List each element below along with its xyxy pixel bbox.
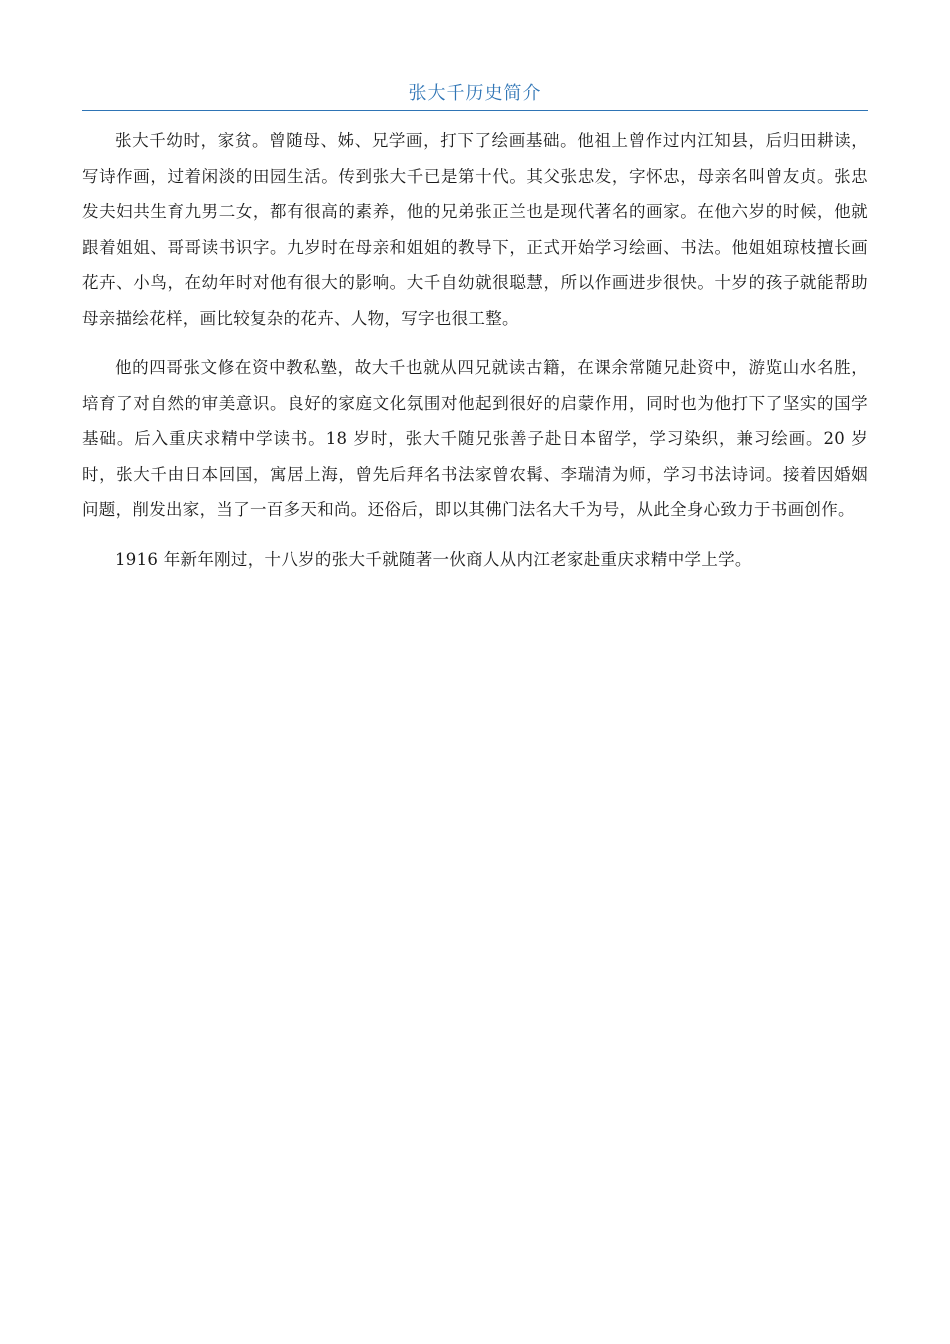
paragraph-1916: 1916 年新年刚过，十八岁的张大千就随著一伙商人从内江老家赴重庆求精中学上学。 (115, 549, 752, 569)
page-header (82, 80, 868, 111)
paragraph-education: 他的四哥张文修在资中教私塾，故大千也就从四兄就读古籍，在课余常随兄赴资中，游览山水名胜，培育了对自然的审美意识。良好的家庭文化氛围对他起到很好的启蒙作用，同时也为他打下了坚实的国学基础。后入重庆求精中学读书。18 岁时，张大千随兄张善子赴日本留学，学习染织，兼习绘画。20 岁时，张大千由日本回国，寓居上海，曾先后拜名书法家曾农髯、李瑞清为师，学习书法诗词。接着因婚姻问题，削发出家，当了一百多天和尚。还俗后，即以其佛门法名大千为号，从此全身心致力于书画创作。 (82, 358, 868, 519)
page-title: 张大千历史简介 (408, 83, 542, 104)
paragraph-early-life: 张大千幼时，家贫。曾随母、姊、兄学画，打下了绘画基础。他祖上曾作过内江知县，后归田耕读，写诗作画，过着闲淡的田园生活。传到张大千已是第十代。其父张忠发，字怀忠，母亲名叫曾友贞。张忠发夫妇共生育九男二女，都有很高的素养，他的兄弟张正兰也是现代著名的画家。在他六岁的时候，他就跟着姐姐、哥哥读书识字。九岁时在母亲和姐姐的教导下，正式开始学习绘画、书法。他姐姐琼枝擅长画花卉、小鸟，在幼年时对他有很大的影响。大千自幼就很聪慧，所以作画进步很快。十岁的孩子就能帮助母亲描绘花样，画比较复杂的花卉、人物，写字也很工整。 (82, 131, 868, 328)
document-body (82, 123, 868, 577)
document-page (82, 0, 868, 591)
